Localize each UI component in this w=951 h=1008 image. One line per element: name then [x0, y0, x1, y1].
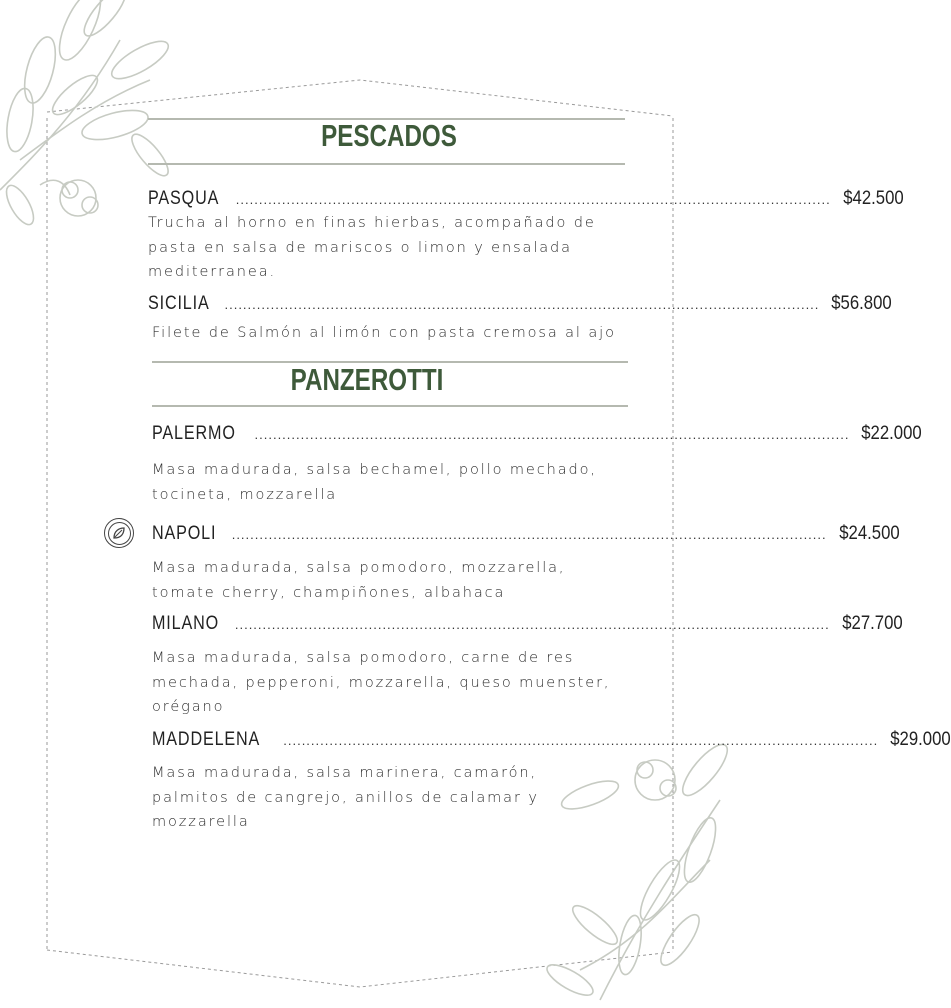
item-price: $22.000 [861, 423, 923, 444]
rule-under-pescados [148, 163, 625, 165]
menu-item-milano [152, 613, 903, 635]
menu-item-sicilia [148, 293, 893, 315]
item-name: MILANO [152, 613, 220, 634]
item-description: Masa madurada, salsa pomodoro, mozzarella, tomate cherry, champiñones, albahaca [152, 560, 566, 601]
item-price: $29.000 [890, 729, 951, 750]
item-price: $27.700 [842, 613, 903, 634]
leader-dots: ................................................................................................................................. [283, 733, 879, 748]
menu-item-pasqua [148, 188, 904, 210]
item-name: NAPOLI [152, 523, 217, 544]
leader-dots: ................................................................................................................................. [234, 617, 830, 632]
item-description: Masa madurada, salsa pomodoro, carne de res mechada, pepperoni, mozzarella, queso muenster, orégano [152, 650, 611, 715]
rule-under-panzerotti [152, 405, 628, 407]
section-title-panzerotti: PANZEROTTI [290, 362, 444, 397]
item-description: Masa madurada, salsa marinera, camarón, palmitos de cangrejo, anillos de calamar y mozzarella [152, 765, 539, 830]
leader-dots: ................................................................................................................................. [235, 192, 831, 207]
leader-dots: ................................................................................................................................. [254, 427, 850, 442]
menu-item-napoli [152, 523, 900, 545]
item-price: $42.500 [842, 188, 904, 209]
item-price: $56.800 [831, 293, 893, 314]
item-name: SICILIA [148, 293, 210, 314]
item-name: MADDELENA [152, 729, 261, 750]
item-name: PASQUA [148, 188, 220, 209]
item-description: Masa madurada, salsa bechamel, pollo mechado, tocineta, mozzarella [152, 462, 597, 503]
leader-dots: ................................................................................................................................. [224, 297, 820, 312]
leader-dots: ................................................................................................................................. [231, 527, 827, 542]
item-price: $24.500 [838, 523, 900, 544]
leaf-icon [111, 525, 127, 541]
vegetarian-badge [104, 518, 134, 548]
section-title-pescados: PESCADOS [321, 118, 457, 153]
item-description: Filete de Salmón al limón con pasta cremosa al ajo [152, 325, 616, 341]
menu-item-palermo [152, 423, 923, 445]
item-description: Trucha al horno en finas hierbas, acompañado de pasta en salsa de mariscos o limon y ensalada mediterranea. [148, 215, 596, 280]
item-name: PALERMO [152, 423, 236, 444]
menu-item-maddelena [152, 729, 951, 751]
